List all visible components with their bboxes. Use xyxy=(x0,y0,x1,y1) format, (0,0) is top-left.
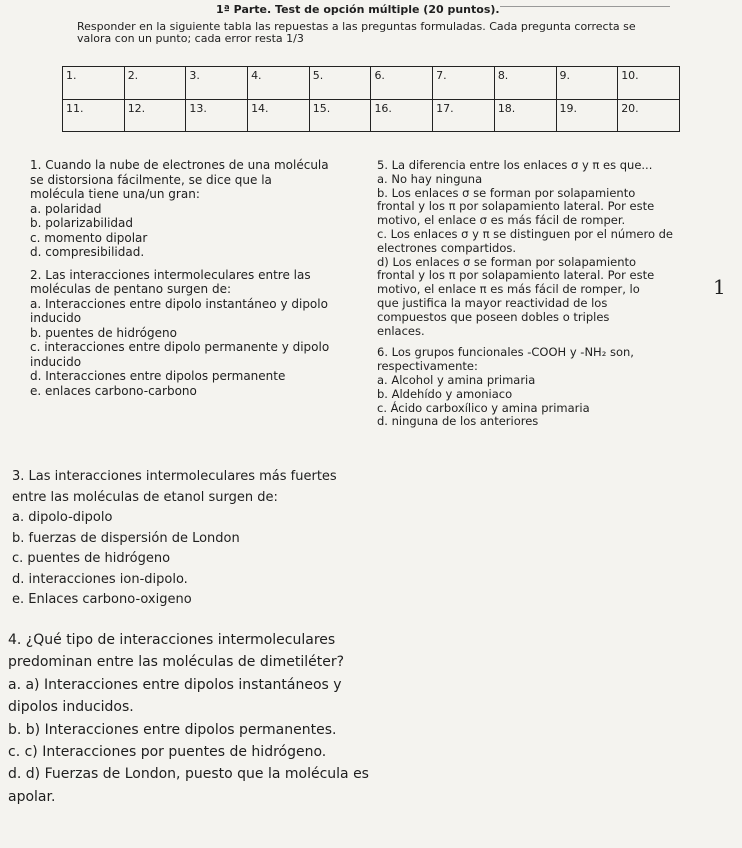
option-line[interactable]: b. puentes de hidrógeno xyxy=(30,325,177,340)
answer-cell[interactable]: 11. xyxy=(63,99,125,132)
margin-mark: 1 xyxy=(713,275,726,299)
option-line[interactable]: c. puentes de hidrógeno xyxy=(12,551,171,566)
instructions xyxy=(77,21,636,45)
answer-cell[interactable]: 5. xyxy=(309,67,371,100)
option-line[interactable]: a. dipolo-dipolo xyxy=(12,510,113,525)
option-line: inducido xyxy=(30,354,82,369)
question-line: moléculas de pentano surgen de: xyxy=(30,282,231,296)
option-line[interactable]: d. compresibilidad. xyxy=(30,245,145,259)
option-line[interactable]: e. Enlaces carbono-oxigeno xyxy=(12,592,192,607)
answer-cell[interactable]: 12. xyxy=(124,99,186,132)
answer-cell[interactable]: 13. xyxy=(186,99,248,132)
option-line[interactable]: c. Los enlaces σ y π se distinguen por el número de xyxy=(377,226,674,241)
question-line: 5. La diferencia entre los enlaces σ y π es que... xyxy=(377,158,653,172)
question-line: predominan entre las moléculas de dimetiléter? xyxy=(8,654,345,671)
question-line: 4. ¿Qué tipo de interacciones intermoleculares xyxy=(8,632,336,648)
option-line[interactable]: a. Alcohol y amina primaria xyxy=(377,372,536,387)
answer-cell[interactable]: 7. xyxy=(433,67,495,100)
option-line: frontal y los π por solapamiento lateral. Por este xyxy=(377,199,655,214)
answer-cell[interactable]: 2. xyxy=(124,67,186,100)
answer-cell[interactable]: 16. xyxy=(371,99,433,132)
header-rule xyxy=(500,6,670,7)
option-line[interactable]: b. Aldehído y amoniaco xyxy=(377,386,513,401)
answer-table xyxy=(62,66,680,132)
option-line: electrones compartidos. xyxy=(377,240,517,255)
option-line: inducido xyxy=(30,311,82,325)
answer-cell[interactable]: 14. xyxy=(248,99,310,132)
option-line[interactable]: a. No hay ninguna xyxy=(377,171,483,186)
question-3 xyxy=(12,467,382,611)
option-line[interactable]: c. momento dipolar xyxy=(30,230,148,245)
question-line: 6. Los grupos funcionales -COOH y -NH₂ son, xyxy=(377,345,634,360)
option-line[interactable]: c. c) Interacciones por puentes de hidrógeno. xyxy=(8,744,327,761)
question-line: 3. Las interacciones intermoleculares más fuertes xyxy=(12,469,337,484)
answer-cell[interactable]: 9. xyxy=(556,67,618,100)
answer-cell[interactable]: 4. xyxy=(248,67,310,100)
option-line[interactable]: a. polaridad xyxy=(30,201,102,216)
answer-cell[interactable]: 17. xyxy=(433,99,495,132)
question-line: molécula tiene una/un gran: xyxy=(30,187,200,201)
question-line: 1. Cuando la nube de electrones de una molécula xyxy=(30,158,329,172)
option-line[interactable]: c. Ácido carboxílico y amina primaria xyxy=(377,400,590,415)
option-line[interactable]: a. a) Interacciones entre dipolos instantáneos y xyxy=(8,676,342,693)
option-line: enlaces. xyxy=(377,323,425,338)
question-line: se distorsiona fácilmente, se dice que la xyxy=(30,172,272,187)
question-line: 2. Las interacciones intermoleculares entre las xyxy=(30,267,311,282)
option-line[interactable]: b. Los enlaces σ se forman por solapamiento xyxy=(377,185,636,200)
option-line[interactable]: b. fuerzas de dispersión de London xyxy=(12,530,240,546)
question-4 xyxy=(8,629,388,808)
option-line[interactable]: d) Los enlaces σ se forman por solapamiento xyxy=(377,254,637,269)
questions-1-2 xyxy=(30,158,375,398)
answer-cell[interactable]: 3. xyxy=(186,67,248,100)
instructions-line-2: valora con un punto; cada error resta 1/3 xyxy=(77,32,304,45)
option-line: apolar. xyxy=(8,788,56,805)
questions-5-6 xyxy=(377,159,722,429)
answer-cell[interactable]: 10. xyxy=(618,67,680,100)
answer-cell[interactable]: 15. xyxy=(309,99,371,132)
instructions-line-1: Responder en la siguiente tabla las repuestas a las preguntas formuladas. Cada pregunta correcta se xyxy=(77,20,636,33)
answer-cell[interactable]: 18. xyxy=(494,99,556,132)
option-line[interactable]: d. Interacciones entre dipolos permanente xyxy=(30,369,286,383)
question-line: respectivamente: xyxy=(377,359,478,374)
option-line: motivo, el enlace π es más fácil de romper, lo xyxy=(377,282,640,297)
option-line: dipolos inducidos. xyxy=(8,699,134,716)
answer-cell[interactable]: 20. xyxy=(618,99,680,132)
option-line[interactable]: e. enlaces carbono-carbono xyxy=(30,383,197,398)
option-line: frontal y los π por solapamiento lateral. Por este xyxy=(377,268,655,283)
answer-cell[interactable]: 6. xyxy=(371,67,433,100)
option-line: motivo, el enlace σ es más fácil de romper. xyxy=(377,213,626,228)
option-line[interactable]: d. ninguna de los anteriores xyxy=(377,414,539,429)
option-line[interactable]: b. polarizabilidad xyxy=(30,216,134,230)
option-line[interactable]: d. d) Fuerzas de London, puesto que la molécula es xyxy=(8,766,369,783)
answer-row-2 xyxy=(63,99,680,132)
option-line: que justifica la mayor reactividad de los xyxy=(377,295,608,310)
answer-cell[interactable]: 19. xyxy=(556,99,618,132)
spacer xyxy=(30,260,375,268)
option-line[interactable]: d. interacciones ion-dipolo. xyxy=(12,571,188,587)
answer-row-1 xyxy=(63,67,680,100)
option-line[interactable]: a. Interacciones entre dipolo instantáneo y dipolo xyxy=(30,296,328,311)
answer-cell[interactable]: 8. xyxy=(494,67,556,100)
option-line[interactable]: c. interacciones entre dipolo permanente y dipolo xyxy=(30,340,330,354)
question-line: entre las moléculas de etanol surgen de: xyxy=(12,489,278,505)
answer-cell[interactable]: 1. xyxy=(63,67,125,100)
option-line[interactable]: b. b) Interacciones entre dipolos permanentes. xyxy=(8,721,337,738)
option-line: compuestos que poseen dobles o triples xyxy=(377,309,610,324)
page-title: 1ª Parte. Test de opción múltiple (20 puntos). xyxy=(216,3,500,16)
